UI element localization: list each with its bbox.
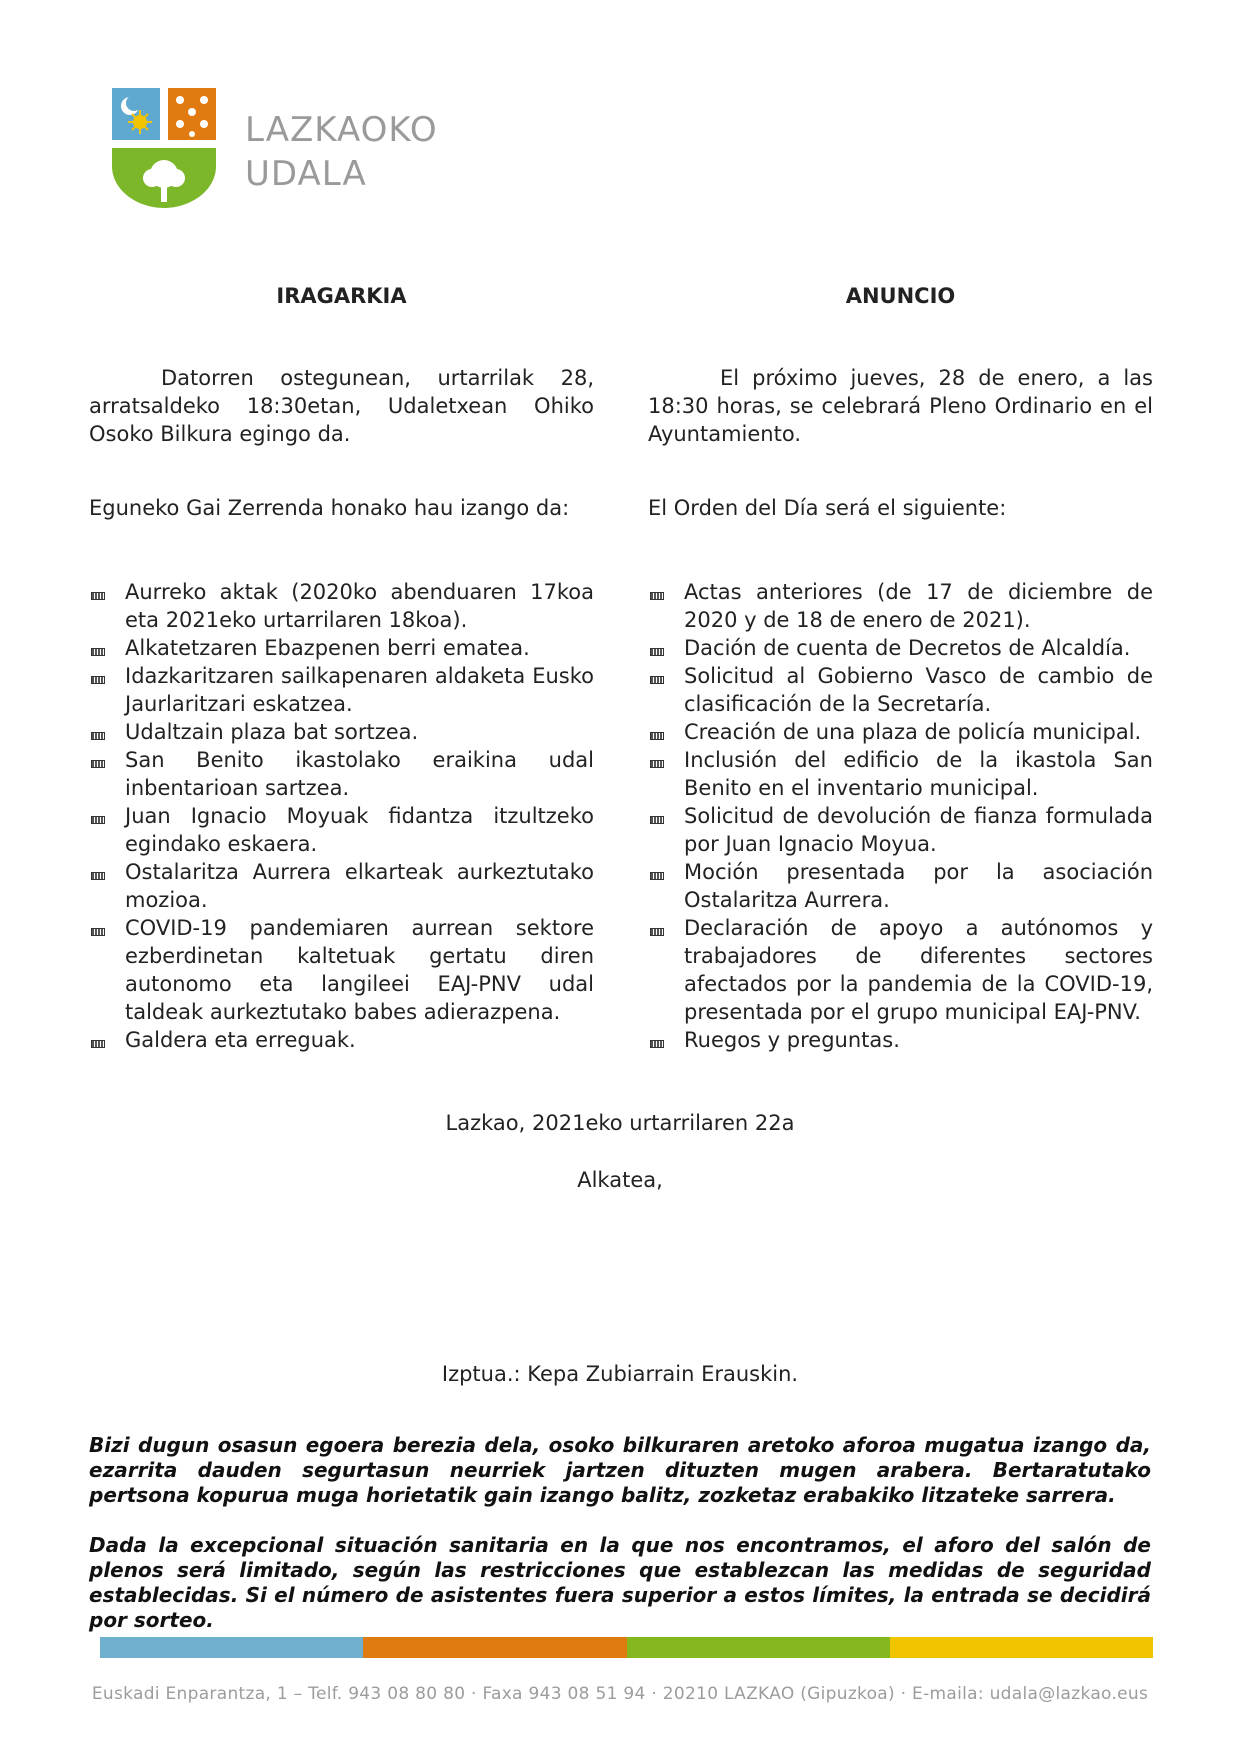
- list-item: Aurreko aktak (2020ko abenduaren 17koa eta 2021eko urtarrilaren 18koa).: [89, 578, 594, 634]
- logo-wordmark: [245, 108, 438, 196]
- signature-line: Izptua.: Kepa Zubiarrain Erauskin.: [441, 1362, 799, 1386]
- capacity-notice-basque: Bizi dugun osasun egoera berezia dela, osoko bilkuraren aretoko aforoa mugatua izango da, ezarrita dauden segurtasun neurriek jartzen dituzten mugen arabera. Bertaratutako pertsona kopurua muga horietatik gain izango balitz, zozketaz erabakiko litzateke sarrera.: [89, 1433, 1151, 1507]
- bullet-icon: [91, 676, 105, 684]
- list-item: Solicitud de devolución de fianza formulada por Juan Ignacio Moyua.: [648, 802, 1153, 858]
- spanish-agenda-lead: El Orden del Día será el siguiente:: [648, 496, 1007, 520]
- list-item: Actas anteriores (de 17 de diciembre de 2020 y de 18 de enero de 2021).: [648, 578, 1153, 634]
- color-segment-yellow: [890, 1637, 1153, 1658]
- list-item: Dación de cuenta de Decretos de Alcaldía.: [648, 634, 1153, 662]
- bullet-icon: [650, 648, 664, 656]
- bullet-icon: [650, 816, 664, 824]
- basque-title: IRAGARKIA: [276, 284, 407, 308]
- spanish-title: ANUNCIO: [845, 284, 956, 308]
- list-item: Declaración de apoyo a autónomos y trabajadores de diferentes sectores afectados por la pandemia de la COVID-19, presentada por el grupo municipal EAJ-PNV.: [648, 914, 1153, 1026]
- logo-line-2: UDALA: [245, 154, 367, 194]
- list-item: Ruegos y preguntas.: [648, 1026, 1153, 1054]
- municipality-logo: [110, 86, 470, 211]
- list-item: Moción presentada por la asociación Ostalaritza Aurrera.: [648, 858, 1153, 914]
- basque-intro: Datorren ostegunean, urtarrilak 28, arratsaldeko 18:30etan, Udaletxean Ohiko Osoko Bilkura egingo da.: [89, 366, 594, 446]
- list-item: Solicitud al Gobierno Vasco de cambio de clasificación de la Secretaría.: [648, 662, 1153, 718]
- list-item: Udaltzain plaza bat sortzea.: [89, 718, 594, 746]
- list-item: COVID-19 pandemiaren aurrean sektore ezberdinetan kaltetuak gertatu diren autonomo eta langileei EAJ-PNV udal taldeak aurkeztutako babes adierazpena.: [89, 914, 594, 1026]
- bullet-icon: [91, 816, 105, 824]
- capacity-notice-spanish: Dada la excepcional situación sanitaria en la que nos encontramos, el aforo del salón de plenos será limitado, según las restricciones que establezcan las medidas de seguridad establecidas. Si el número de asistentes fuera superior a estos límites, la entrada se decidirá por sorteo.: [89, 1533, 1151, 1632]
- spanish-intro: El próximo jueves, 28 de enero, a las 18:30 horas, se celebrará Pleno Ordinario en el Ayuntamiento.: [648, 366, 1153, 446]
- bullet-icon: [91, 592, 105, 600]
- color-segment-orange: [363, 1637, 626, 1658]
- bullet-icon: [91, 1040, 105, 1048]
- list-item: Creación de una plaza de policía municipal.: [648, 718, 1153, 746]
- bullet-icon: [650, 592, 664, 600]
- bullet-icon: [650, 928, 664, 936]
- signer-role: Alkatea,: [577, 1168, 663, 1192]
- list-item: San Benito ikastolako eraikina udal inbentarioan sartzea.: [89, 746, 594, 802]
- basque-agenda-lead: Eguneko Gai Zerrenda honako hau izango da:: [89, 496, 570, 520]
- bullet-icon: [650, 872, 664, 880]
- spanish-column: [648, 282, 1153, 1054]
- footer-color-bar: [100, 1637, 1153, 1658]
- bullet-icon: [650, 676, 664, 684]
- list-item: Ostalaritza Aurrera elkarteak aurkeztutako mozioa.: [89, 858, 594, 914]
- color-segment-blue: [100, 1637, 363, 1658]
- color-segment-green: [627, 1637, 890, 1658]
- list-item: Inclusión del edificio de la ikastola San Benito en el inventario municipal.: [648, 746, 1153, 802]
- bullet-icon: [91, 732, 105, 740]
- coat-of-arms-icon: [110, 86, 218, 211]
- bullet-icon: [91, 872, 105, 880]
- logo-line-1: LAZKAOKO: [245, 110, 438, 150]
- list-item: Idazkaritzaren sailkapenaren aldaketa Eusko Jaurlaritzari eskatzea.: [89, 662, 594, 718]
- place-and-date: Lazkao, 2021eko urtarrilaren 22a: [445, 1111, 795, 1135]
- bullet-icon: [91, 928, 105, 936]
- bullet-icon: [91, 760, 105, 768]
- basque-column: [89, 282, 594, 1054]
- bullet-icon: [650, 1040, 664, 1048]
- basque-agenda-list: [89, 578, 594, 1054]
- spanish-agenda-list: [648, 578, 1153, 1054]
- list-item: Juan Ignacio Moyuak fidantza itzultzeko egindako eskaera.: [89, 802, 594, 858]
- footer-contact: Euskadi Enparantza, 1 – Telf. 943 08 80 80 · Faxa 943 08 51 94 · 20210 LAZKAO (Gipuzkoa) · E-maila: udala@lazkao.eus: [91, 1684, 1149, 1704]
- list-item: Galdera eta erreguak.: [89, 1026, 594, 1054]
- bullet-icon: [650, 732, 664, 740]
- bullet-icon: [91, 648, 105, 656]
- bullet-icon: [650, 760, 664, 768]
- list-item: Alkatetzaren Ebazpenen berri ematea.: [89, 634, 594, 662]
